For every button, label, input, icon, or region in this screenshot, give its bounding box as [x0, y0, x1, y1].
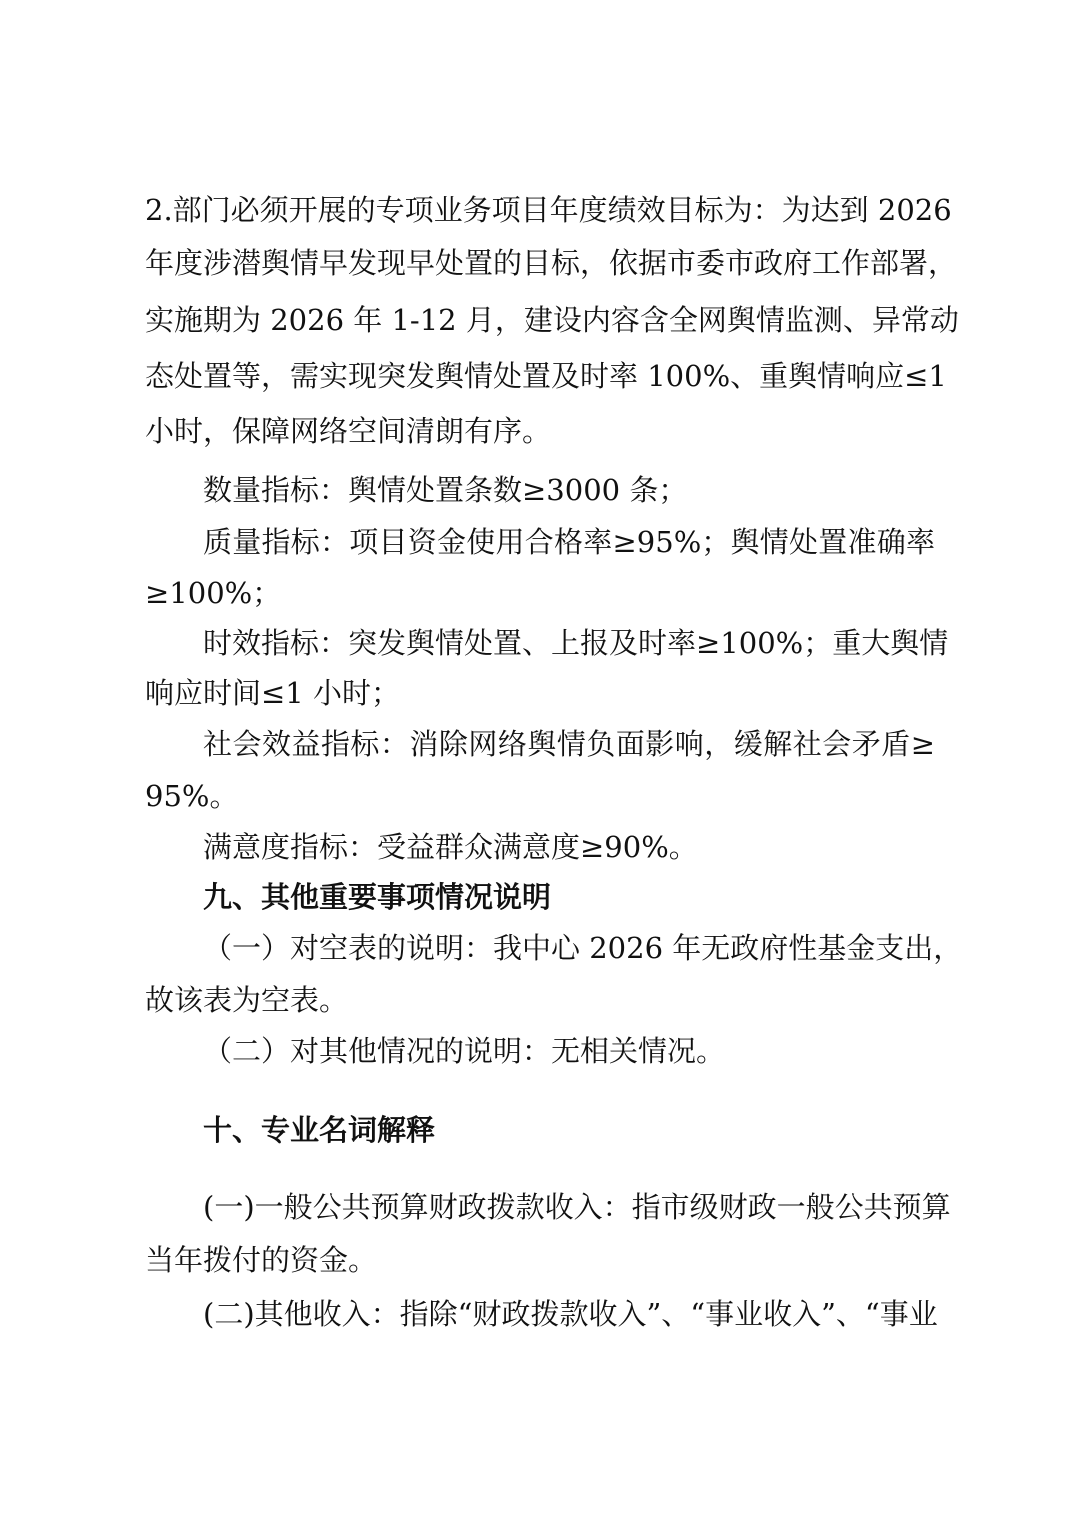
term-definition-2: (二)其他收入：指除“财政拨款收入”、“事业收入”、“事业 [203, 1297, 938, 1331]
paragraph-line: 实施期为 2026 年 1-12 月，建设内容含全网舆情监测、异常动 [145, 303, 959, 337]
other-explanation: （二）对其他情况的说明：无相关情况。 [203, 1034, 726, 1068]
timeliness-indicator: 时效指标：突发舆情处置、上报及时率≥100%；重大舆情 [203, 626, 949, 660]
timeliness-indicator-continued: 响应时间≤1 小时； [145, 676, 400, 710]
empty-table-explanation-continued: 故该表为空表。 [145, 983, 349, 1017]
social-benefit-indicator: 社会效益指标：消除网络舆情负面影响，缓解社会矛盾≥ [203, 727, 935, 761]
quality-indicator-continued: ≥100%； [145, 576, 282, 610]
social-benefit-indicator-continued: 95%。 [145, 779, 239, 813]
paragraph-line: 2.部门必须开展的专项业务项目年度绩效目标为：为达到 2026 [145, 193, 952, 227]
paragraph-line: 小时，保障网络空间清朗有序。 [145, 414, 552, 448]
quality-indicator: 质量指标：项目资金使用合格率≥95%；舆情处置准确率 [203, 525, 935, 559]
term-definition-1: (一)一般公共预算财政拨款收入：指市级财政一般公共预算 [203, 1190, 951, 1224]
section-heading-9: 九、其他重要事项情况说明 [203, 880, 552, 914]
quantity-indicator: 数量指标：舆情处置条数≥3000 条； [203, 473, 688, 507]
satisfaction-indicator: 满意度指标：受益群众满意度≥90%。 [203, 830, 698, 864]
empty-table-explanation: （一）对空表的说明：我中心 2026 年无政府性基金支出， [203, 931, 963, 965]
paragraph-line: 年度涉潜舆情早发现早处置的目标，依据市委市政府工作部署， [145, 246, 958, 280]
paragraph-line: 态处置等，需实现突发舆情处置及时率 100%、重舆情响应≤1 [145, 359, 947, 393]
term-definition-1-continued: 当年拨付的资金。 [145, 1243, 378, 1277]
section-heading-10: 十、专业名词解释 [203, 1113, 436, 1147]
